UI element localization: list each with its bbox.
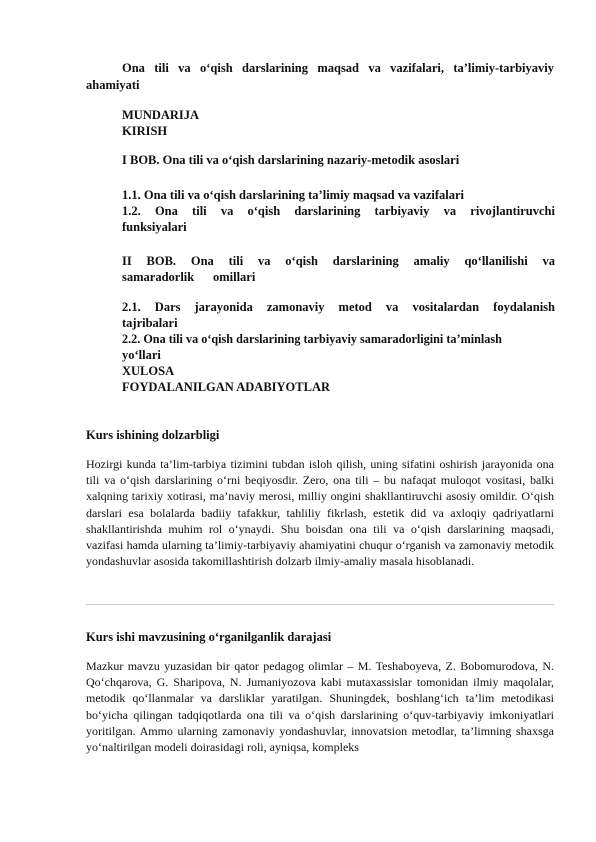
toc-chapter-1-sections	[122, 187, 555, 235]
section-heading-dolzarblik: Kurs ishining dolzarbligi	[86, 428, 220, 442]
document-title: Ona tili va o‘qish darslarining maqsad va vazifalari, ta’limiy-tarbiyaviy ahamiyati	[86, 61, 554, 92]
toc-section-2-1-line2: tajribalari	[122, 316, 178, 330]
toc-bob1: I BOB. Ona tili va o‘qish darslarining nazariy-metodik asoslari	[122, 153, 460, 167]
toc-section-1-2-line1: 1.2. Ona tili va o‘qish darslarining tarbiyaviy va rivojlantiruvchi	[122, 204, 555, 218]
section-divider	[86, 604, 554, 605]
toc-bob2-line1: II BOB. Ona tili va o‘qish darslarining amaliy qo‘llanilishi va	[122, 254, 555, 268]
toc-xulosa: XULOSA	[122, 364, 175, 378]
section-body-organilganlik: Mazkur mavzu yuzasidan bir qator pedagog olimlar – M. Teshaboyeva, Z. Bobomurodova, N. Qo‘chqarova, G. Sharipova, N. Jumaniyozova kabi mutaxassislar tomonidan ilmiy maqolalar, metodik qo‘llanmalar va darsliklar yaratilgan. Shuningdek, boshlang‘ich ta’lim metodikasi bo‘yicha qilingan tadqiqotlarda ona tili va o‘qish darslarining o‘quv-tarbiyaviy imkoniyatlari yoritilgan. Ammo ularning zamonaviy yondashuvlar, innovatsion metodlar, ta’limning shaxsga yo‘naltirilgan modeli doirasidagi roli, ayniqsa, kompleks	[86, 659, 554, 755]
toc-section-1-1: 1.1. Ona tili va o‘qish darslarining ta’limiy maqsad va vazifalari	[122, 188, 465, 202]
toc-kirish: KIRISH	[122, 124, 168, 138]
section-heading-organilganlik: Kurs ishi mavzusining o‘rganilganlik darajasi	[86, 630, 332, 644]
toc-section-1-2-line2: funksiyalari	[122, 220, 187, 234]
toc-chapter-2-sections	[122, 299, 555, 395]
toc-section-2-2-line2: yo‘llari	[122, 348, 161, 362]
table-of-contents-header	[122, 107, 555, 139]
toc-chapter-2	[122, 253, 555, 285]
toc-chapter-1	[122, 152, 555, 168]
toc-adabiyotlar: FOYDALANILGAN ADABIYOTLAR	[122, 380, 331, 394]
toc-bob2-line2: samaradorlik omillari	[122, 270, 256, 284]
toc-section-2-2-line1: 2.2. Ona tili va o‘qish darslarining tarbiyaviy samaradorligini ta’minlash	[122, 332, 502, 346]
toc-mundarija: MUNDARIJA	[122, 108, 200, 122]
section-body-dolzarblik: Hozirgi kunda ta’lim-tarbiya tizimini tubdan isloh qilish, uning sifatini oshirish jarayonida ona tili va o‘qish darslarining o‘rni beqiyosdir. Zero, ona tili – bu nafaqat muloqot vositasi, balki xalqning tarixiy xotirasi, ma’naviy merosi, milliy ongini shakllantiruvchi asosiy omildir. O‘qish darslari esa bolalarda badiiy tafakkur, tahliliy fikrlash, estetik did va axloqiy qadriyatlarni shakllantirishda muhim rol o‘ynaydi. Shu boisdan ona tili va o‘qish darslarining maqsadi, vazifasi hamda ularning ta’limiy-tarbiyaviy ahamiyatini chuqur o‘rganish va zamonaviy metodik yondashuvlar asosida takomillashtirish dolzarb ilmiy-amaliy masala hisoblanadi.	[86, 457, 554, 569]
toc-section-2-1-line1: 2.1. Dars jarayonida zamonaviy metod va vositalardan foydalanish	[122, 300, 555, 314]
